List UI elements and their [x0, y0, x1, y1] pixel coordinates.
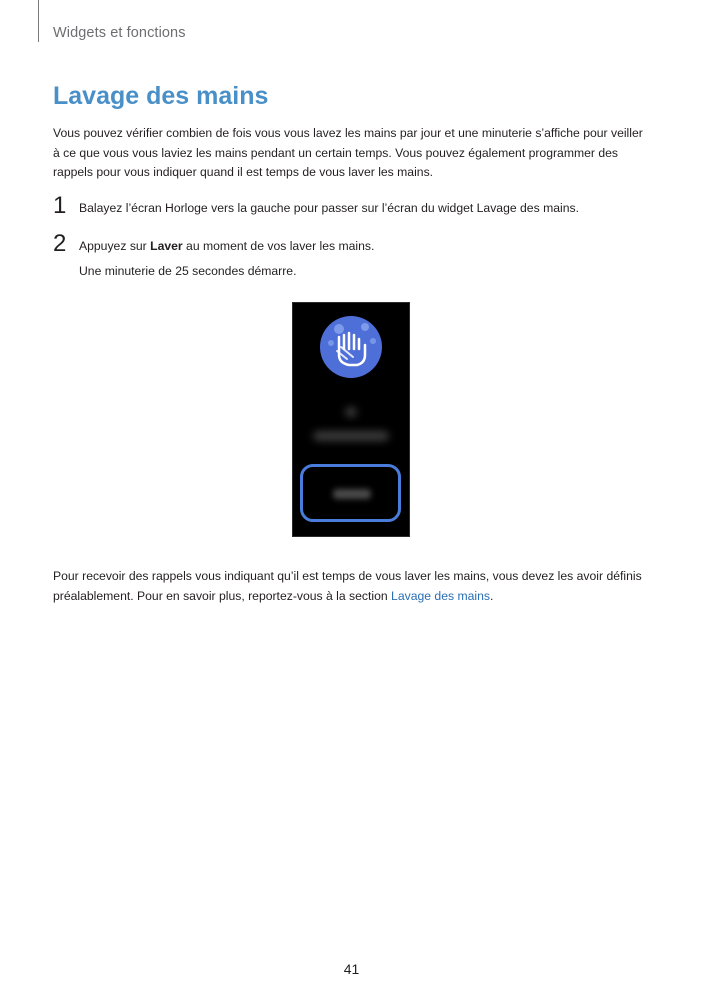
- step-text-before: Appuyez sur: [79, 239, 151, 253]
- laver-keyword: Laver: [150, 239, 183, 253]
- footnote-paragraph: [53, 567, 663, 606]
- header-divider: [38, 0, 39, 42]
- step-number: 1: [53, 192, 67, 219]
- step-2-subtext: Une minuterie de 25 secondes démarre.: [79, 264, 297, 278]
- page-number: 41: [343, 961, 360, 977]
- step-text: [79, 238, 649, 254]
- section-title: Lavage des mains: [53, 82, 269, 110]
- blurred-count: [345, 407, 357, 417]
- intro-line-2: à ce que vous vous laviez les mains pendant un certain temps. Vous pouvez également programmer des: [53, 145, 619, 160]
- step-text: Balayez l’écran Horloge vers la gauche pour passer sur l’écran du widget Lavage des mains.: [79, 201, 579, 215]
- hand-wash-icon: [319, 315, 383, 379]
- intro-line-1: Vous pouvez vérifier combien de fois vous vous lavez les mains par jour et une minuterie s’affiche pour veiller: [53, 126, 643, 140]
- intro-line-3: rappels pour vous indiquer quand il est temps de vous laver les mains.: [53, 165, 434, 179]
- chapter-header: Widgets et fonctions: [53, 25, 186, 41]
- watch-screen-illustration: [292, 302, 410, 537]
- intro-paragraph: [53, 124, 653, 183]
- footnote-line-2: préalablement. Pour en savoir plus, reportez-vous à la section: [53, 588, 392, 603]
- footnote-line-1: Pour recevoir des rappels vous indiquant qu’il est temps de vous laver les mains, vous devez les avoir définis: [53, 569, 642, 583]
- step-number: 2: [53, 230, 67, 257]
- step-text-after: au moment de vos laver les mains.: [182, 239, 375, 253]
- footnote-end: .: [489, 588, 494, 603]
- blurred-label: [313, 431, 389, 441]
- lavage-des-mains-link[interactable]: Lavage des mains: [391, 588, 490, 603]
- laver-button[interactable]: [300, 464, 401, 522]
- laver-button-label: [333, 489, 371, 499]
